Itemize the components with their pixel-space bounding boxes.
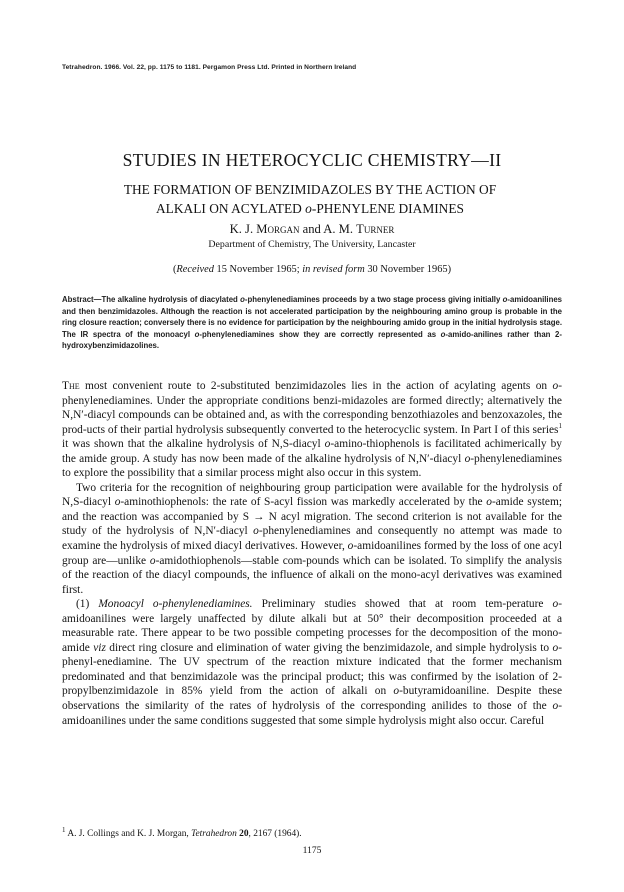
author-2: A. M. Turner — [323, 222, 395, 236]
page-number: 1175 — [302, 845, 322, 856]
running-header: Tetrahedron. 1966. Vol. 22, pp. 1175 to 1181. Pergamon Press Ltd. Printed in Northern Ireland — [62, 64, 357, 71]
received-dates: (Received 15 November 1965; in revised form 30 November 1965) — [172, 264, 452, 275]
footnote-ref: 1 — [558, 421, 562, 430]
body-text — [62, 379, 562, 728]
abstract: Abstract—The alkaline hydrolysis of diacylated o-phenylenediamines proceeds by a two stage process giving initially o-amidoanilines and then benzimidazoles. Although the reaction is not accelerated participation by the neighbouring amino group is probable in the ring closure reaction; conversely there is no evidence for participation by the neighbouring amido group in the initial hydrolysis stage. The IR spectra of the monoacyl o-phenylenediamines show they are correctly represented as o-amido-anilines rather than 2-hydroxybenzimidazolines. — [62, 295, 563, 350]
affiliation: Department of Chemistry, The University, Lancaster — [208, 239, 416, 250]
author-line: K. J. Morgan and A. M. Turner — [229, 222, 395, 236]
author-1: K. J. Morgan — [229, 222, 300, 236]
paragraph-3: (1) Monoacyl o-phenylenediamines. Preliminary studies showed that at room tem-perature o-amidoanilines were largely unaffected by dilute alkali but at 50° their decomposition proceeded at a measurable rate. There appear to be two possible competing processes for the decomposition of the mono-amide viz direct ring closure and elimination of water giving the benzimidazole, and simple hydrolysis to o-phenyl-enediamine. The UV spectrum of the reaction mixture indicated that the former mechanism predominated and that benzimidazole was the principal product; this was confirmed by the isolation of 2-propylbenzimidazole in 85% yield from the action of alkali on o-butyramidoaniline. Despite these observations the similarity of the rates of hydrolysis of the corresponding anilides to those of the o-amidoanilines under the same conditions suggested that some simple hydrolysis might also occur. Careful — [62, 598, 562, 727]
subtitle-line-1: THE FORMATION OF BENZIMIDAZOLES BY THE ACTION OF — [123, 182, 497, 197]
section-heading: Monoacyl o-phenylenediamines. — [98, 598, 253, 611]
abstract-label: Abstract — [62, 295, 94, 304]
paragraph-2: Two criteria for the recognition of neighbouring group participation were available for the hydrolysis of N,S-diacyl o-aminothiophenols: the rate of S-acyl fission was markedly accelerated by the o-amide system; and the reaction was accompanied by S → N acyl migration. The second criterion is not available for the study of the hydrolysis of N,N′-diacyl o-phenylenediamines and consequently no attempt was made to examine the hydrolysis of mixed diacyl derivatives. However, o-amidoanilines formed by the loss of one acyl group are—unlike o-amidothiophenols—stable com-pounds which can be isolated. To simplify the analysis of the reaction of the diacyl compounds, the influence of alkali on the mono-acyl derivatives was examined first. — [62, 481, 563, 596]
article-title: STUDIES IN HETEROCYCLIC CHEMISTRY—II — [122, 150, 502, 170]
paragraph-1: The most convenient route to 2-substituted benzimidazoles lies in the action of acylating agents on o-phenylenediamines. Under the appropriate conditions benzi-midazoles are formed directly; alternatively the N,N′-diacyl compounds can be obtained and, as with the corresponding benzothiazoles and benzoxazoles, the prod-ucts of their partial hydrolysis subsequently converted to the heterocyclic system. In Part I of this series$^1$ it was shown that the alkaline hydrolysis of N,S-diacyl o-amino-thiophenols is facilitated achimerically by the amide group. A study has now been made of the alkaline hydrolysis of N,N′-diacyl o-phenylenediamines to explore the possibility that a similar process might also occur in this system. — [62, 380, 562, 480]
subtitle-line-2: ALKALI ON ACYLATED o-PHENYLENE DIAMINES — [156, 201, 464, 216]
footnote: $^1$ A. J. Collings and K. J. Morgan, Tetrahedron 20, 2167 (1964). — [62, 825, 302, 839]
article-subtitle — [60, 180, 560, 218]
